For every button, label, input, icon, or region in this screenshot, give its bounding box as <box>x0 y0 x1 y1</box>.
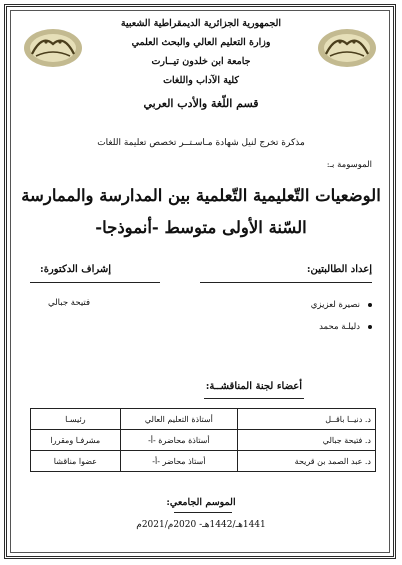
member-role: رئيسـا <box>31 409 121 430</box>
thesis-title-line-2: السّنة الأولى متوسط -أنموذجا- <box>95 218 307 237</box>
supervisor-label: إشراف الدكتورة: <box>40 264 112 275</box>
divider-supervisor <box>30 282 160 283</box>
divider-authors <box>200 282 372 283</box>
university-logo-right <box>316 26 378 70</box>
member-rank: أستاذة محاضرة -أ- <box>120 430 237 451</box>
thesis-title-line-1: الوضعيات التّعليمية التّعلمية بين المدارسة والممارسة <box>21 186 381 205</box>
committee-label: أعضاء لجنة المناقشــة: <box>205 381 302 392</box>
member-rank: أستاذة التعليم العالي <box>120 409 237 430</box>
department-name: قسم اللّغة والأدب العربي <box>143 97 259 110</box>
member-name: د. فتيحة جبالي <box>238 430 376 451</box>
table-row <box>31 409 376 430</box>
member-role: عضوا مناقشا <box>31 451 121 472</box>
student-name: دليلـة محمد <box>319 322 360 332</box>
thesis-title <box>14 180 388 244</box>
list-item <box>311 294 372 316</box>
committee-table <box>30 408 376 472</box>
university-logo-left <box>22 26 84 70</box>
supervisor-name: فتيحة جبالي <box>48 298 91 308</box>
academic-season-label: الموسم الجامعي: <box>166 497 236 508</box>
republic-name: الجمهورية الجزائرية الديمقراطية الشعبية <box>120 18 282 29</box>
student-list <box>311 294 372 338</box>
titled-label: الموسومة بـ: <box>326 160 372 170</box>
bullet-icon <box>368 325 372 329</box>
student-name: نصيرة لعزيزي <box>310 300 360 310</box>
member-rank: أستاذ محاضر -أ- <box>120 451 237 472</box>
divider-season <box>174 512 232 513</box>
authors-label: إعداد الطالبتين: <box>306 264 372 275</box>
ministry-name: وزارة التعليم العالي والبحث العلمي <box>131 37 271 48</box>
institution-header <box>90 14 312 113</box>
faculty-name: كلية الآداب واللغات <box>163 75 239 86</box>
table-row <box>31 451 376 472</box>
thesis-description: مذكرة تخرج لنيل شهادة مـاسـتــر تخصص تعليمة اللغات <box>97 138 305 148</box>
university-name: جامعة ابن خلدون تيــارت <box>151 56 251 67</box>
divider-committee <box>204 398 304 399</box>
table-row <box>31 430 376 451</box>
list-item <box>311 316 372 338</box>
bullet-icon <box>368 303 372 307</box>
member-role: مشرفـا ومقررا <box>31 430 121 451</box>
member-name: د. دنيــا باقــل <box>238 409 376 430</box>
member-name: د. عبد الصمد بن قريحة <box>238 451 376 472</box>
academic-years: 1441هـ/1442هـ- 2020م/2021م <box>136 520 266 530</box>
